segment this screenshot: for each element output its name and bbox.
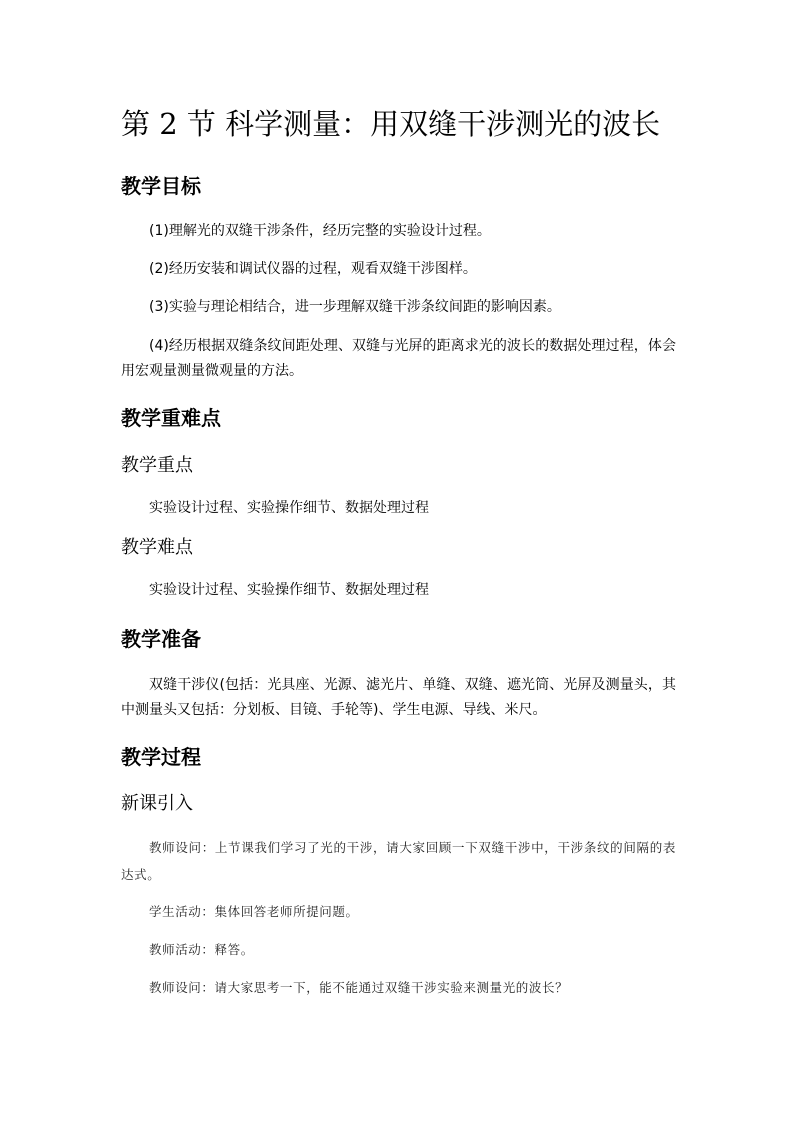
intro-paragraph-3: 教师活动：释答。	[149, 942, 254, 957]
intro-paragraph-2: 学生活动：集体回答老师所提问题。	[149, 904, 359, 919]
objective-item-2: (2)经历安装和调试仪器的过程，观看双缝干涉图样。	[149, 261, 477, 277]
objective-item-4: (4)经历根据双缝条纹间距处理、双缝与光屏的距离求光的波长的数据处理过程，体会用宏观量测量微观量的方法。	[121, 338, 676, 379]
preparation-text: 双缝干涉仪(包括：光具座、光源、滤光片、单缝、双缝、遮光筒、光屏及测量头，其中测量头又包括：分划板、目镜、手轮等)、学生电源、导线、米尺。	[121, 677, 676, 718]
objective-item-1: (1)理解光的双缝干涉条件，经历完整的实验设计过程。	[149, 223, 491, 239]
document-title: 第 2 节 科学测量：用双缝干涉测光的波长	[121, 107, 661, 141]
difficulty-text: 实验设计过程、实验操作细节、数据处理过程	[149, 582, 429, 598]
heading-objectives: 教学目标	[121, 174, 201, 198]
heading-focus: 教学重点	[121, 455, 193, 476]
objective-item-3: (3)实验与理论相结合，进一步理解双缝干涉条纹间距的影响因素。	[149, 299, 561, 315]
focus-text: 实验设计过程、实验操作细节、数据处理过程	[149, 500, 429, 516]
intro-paragraph-1: 教师设问：上节课我们学习了光的干涉，请大家回顾一下双缝干涉中，干涉条纹的间隔的表达式。	[121, 840, 676, 882]
heading-difficulty: 教学难点	[121, 537, 193, 558]
heading-process: 教学过程	[121, 745, 201, 769]
heading-preparation: 教学准备	[121, 627, 201, 651]
heading-key-points: 教学重难点	[121, 406, 221, 430]
intro-paragraph-4: 教师设问：请大家思考一下，能不能通过双缝干涉实验来测量光的波长？	[149, 980, 569, 995]
heading-intro: 新课引入	[121, 793, 193, 814]
